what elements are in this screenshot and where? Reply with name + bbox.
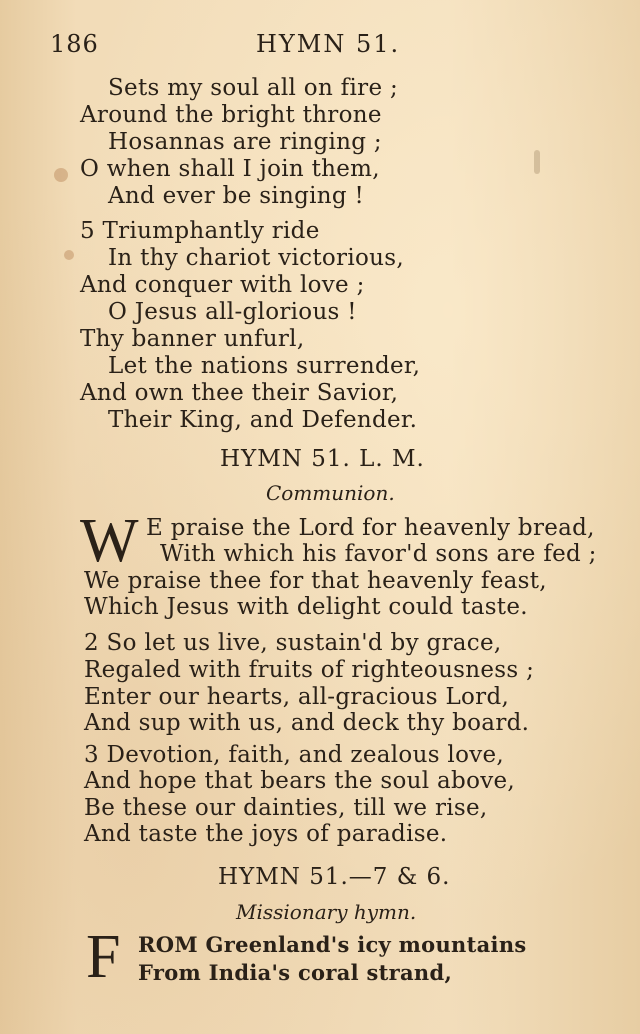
verse-line: Their King, and Defender. [108, 407, 418, 433]
hymn-title: HYMN 51.—7 & 6. [218, 864, 451, 890]
verse-line: Sets my soul all on fire ; [108, 75, 399, 101]
hymn-subtitle: Communion. [266, 481, 395, 505]
verse-line: 3 Devotion, faith, and zealous love, [84, 742, 505, 768]
running-head: HYMN 51. [256, 30, 401, 58]
verse-line: And sup with us, and deck thy board. [84, 710, 530, 736]
page-number: 186 [50, 30, 99, 58]
verse-line: We praise thee for that heavenly feast, [84, 568, 547, 594]
verse-line: Regaled with fruits of righteousness ; [84, 657, 535, 683]
verse-line: And conquer with love ; [80, 272, 365, 298]
verse-line: Be these our dainties, till we rise, [84, 795, 488, 821]
verse-line: And ever be singing ! [108, 183, 365, 209]
verse-line: Which Jesus with delight could taste. [84, 594, 528, 620]
verse-line: From India's coral strand, [138, 960, 453, 985]
drop-cap: W [80, 507, 139, 575]
verse-line: Let the nations surrender, [108, 353, 421, 379]
paper-stain [54, 168, 68, 182]
verse-line: O Jesus all-glorious ! [108, 299, 357, 325]
paper-stain [64, 250, 74, 260]
verse-line: And taste the joys of paradise. [84, 821, 448, 847]
verse-line: In thy chariot victorious, [108, 245, 404, 271]
verse-line: And own thee their Savior, [80, 380, 399, 406]
verse-line: ROM Greenland's icy mountains [138, 932, 527, 957]
paper-stain [534, 150, 540, 174]
page-header [0, 30, 640, 64]
verse-line: Around the bright throne [80, 102, 382, 128]
verse-line: Enter our hearts, all-gracious Lord, [84, 684, 510, 710]
verse-line: O when shall I join them, [80, 156, 380, 182]
hymn-title: HYMN 51. L. M. [220, 446, 425, 472]
verse-line: With which his favor'd sons are fed ; [160, 541, 597, 567]
verse-line: 5 Triumphantly ride [80, 218, 320, 244]
verse-line: E praise the Lord for heavenly bread, [146, 515, 595, 541]
verse-line: 2 So let us live, sustain'd by grace, [84, 630, 502, 656]
verse-line: Hosannas are ringing ; [108, 129, 382, 155]
hymn-subtitle: Missionary hymn. [236, 900, 417, 924]
verse-line: Thy banner unfurl, [80, 326, 305, 352]
verse-line: And hope that bears the soul above, [84, 768, 516, 794]
drop-cap: F [86, 923, 121, 991]
